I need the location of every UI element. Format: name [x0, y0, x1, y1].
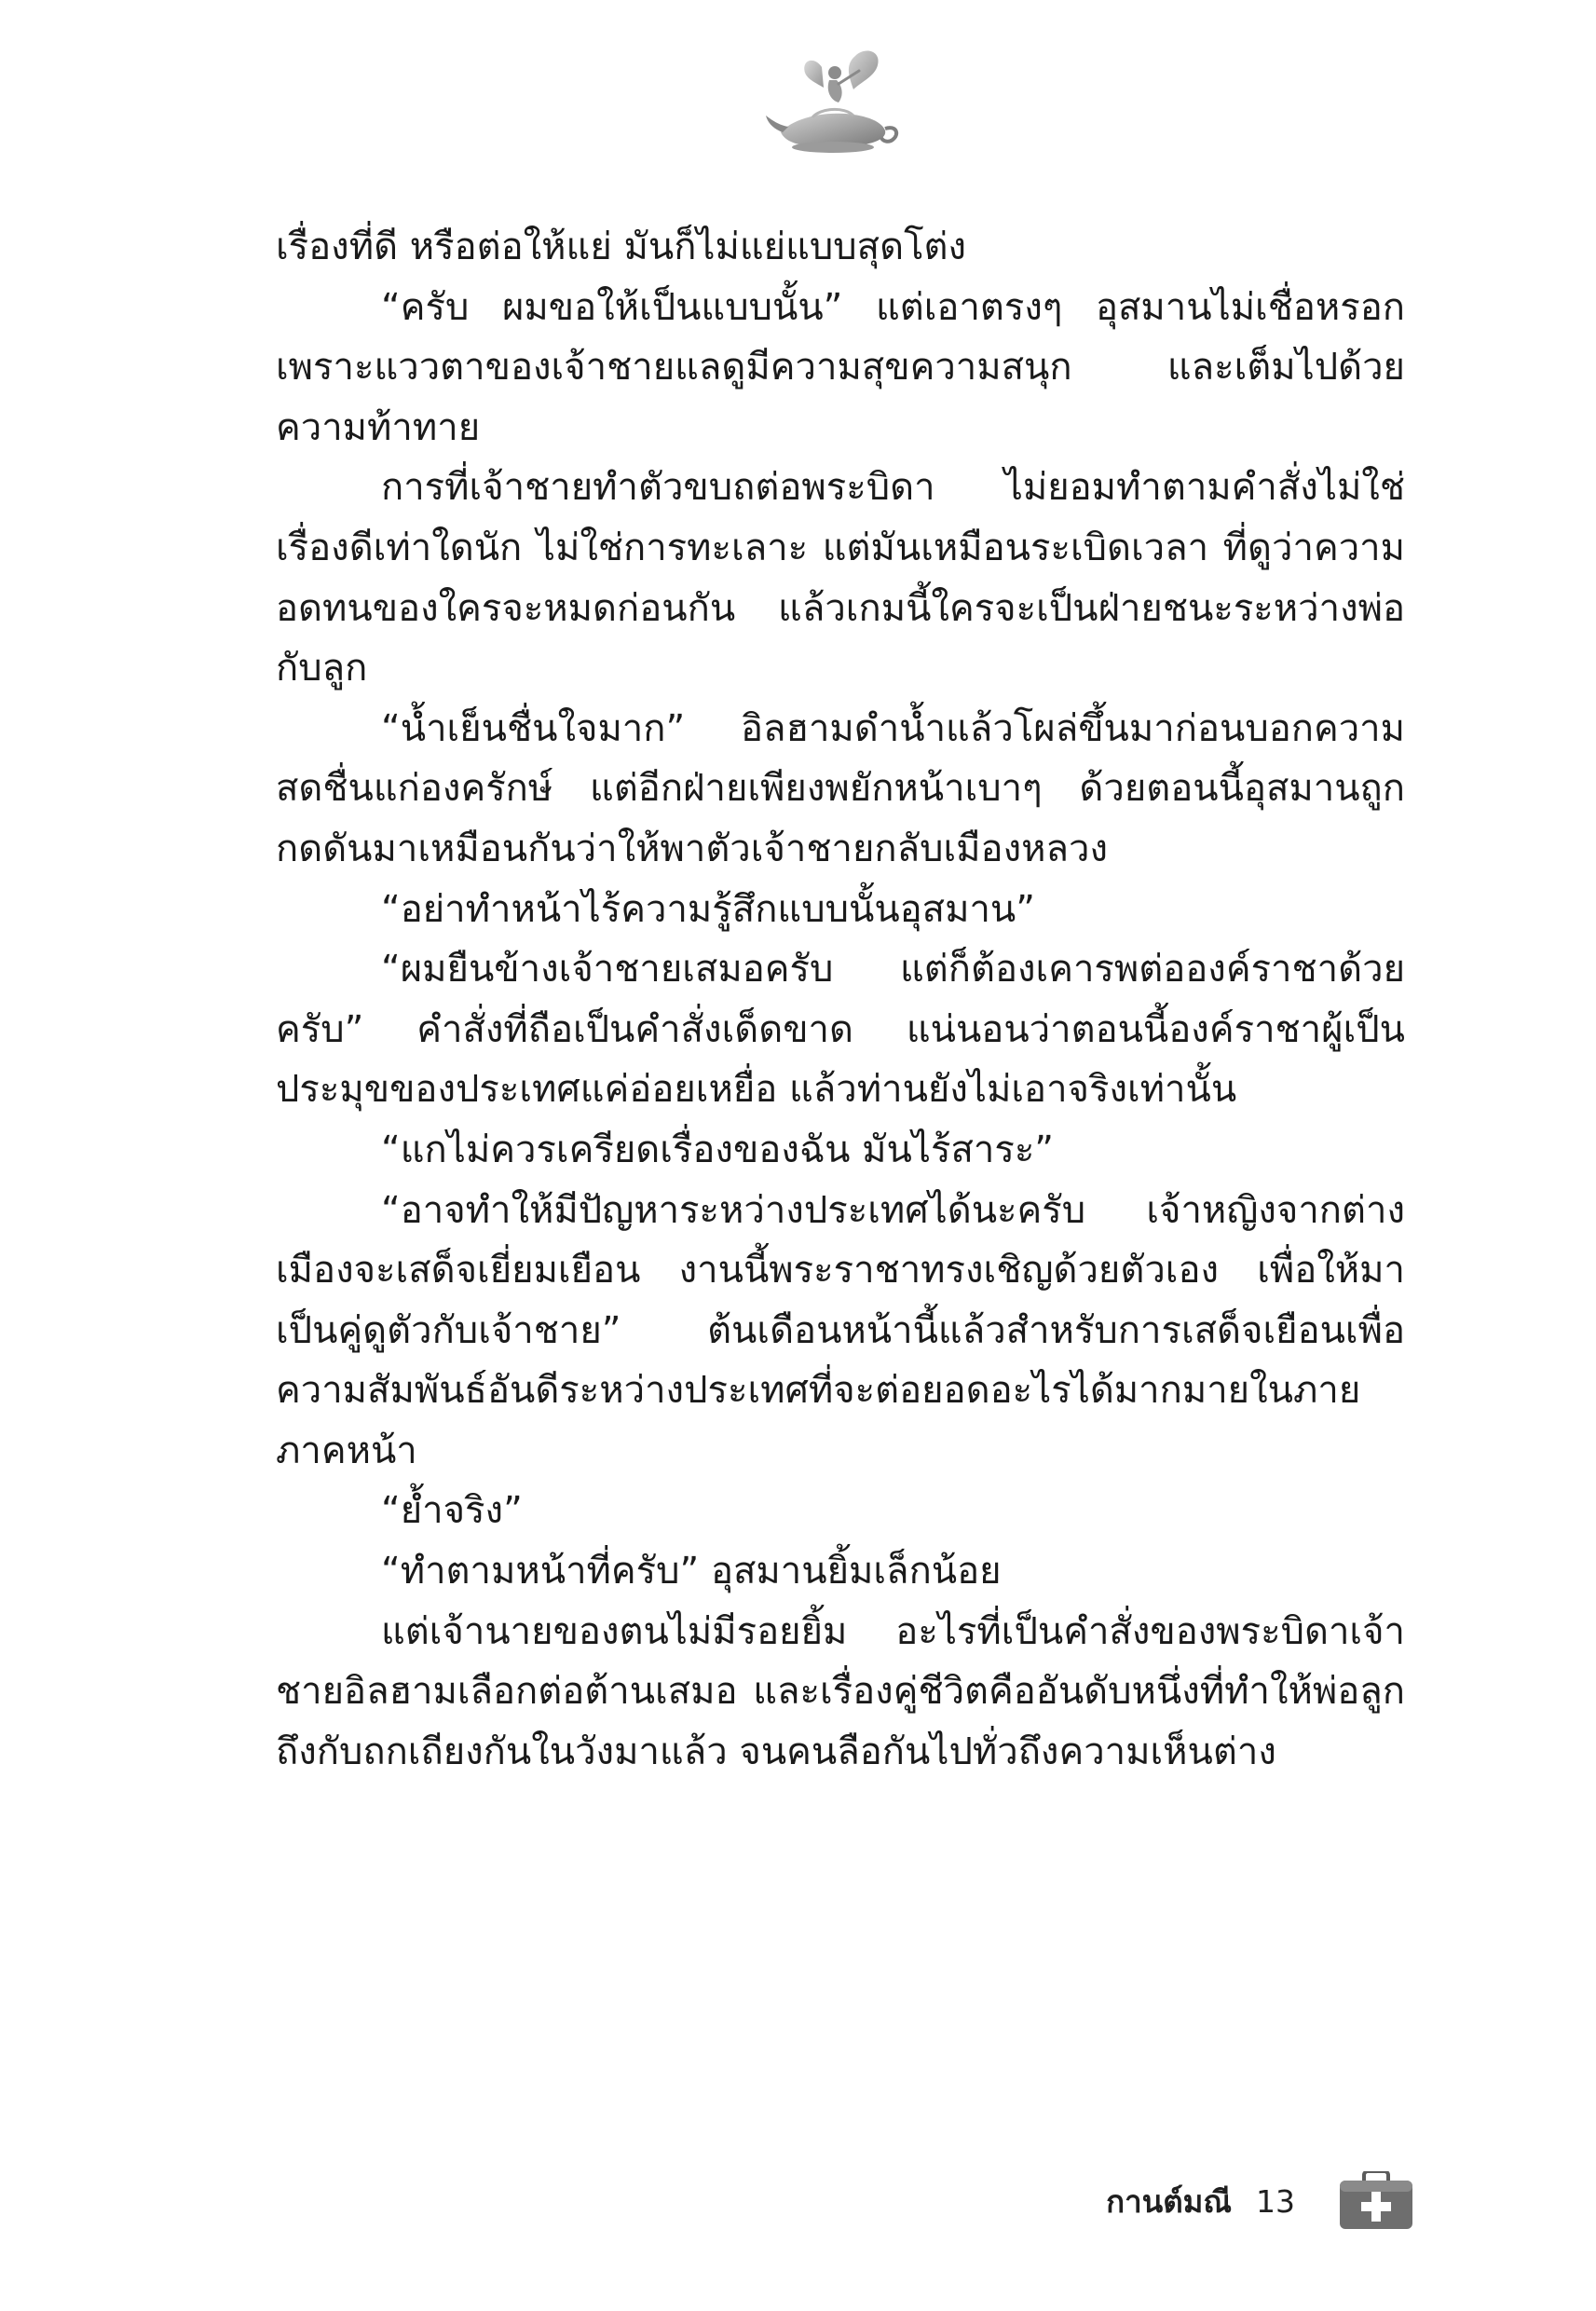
paragraph: “น้ำเย็นชื่นใจมาก” อิลฮามดำน้ำแล้วโผล่ขึ้นมาก่อนบอกความสดชื่นแก่องครักษ์ แต่อีกฝ่ายเพียงพยักหน้าเบาๆ ด้วยตอนนี้อุสมานถูกกดดันมาเหมือนกันว่าให้พาตัวเจ้าชายกลับเมืองหลวง: [276, 706, 1405, 870]
page-footer: [1106, 2171, 1414, 2231]
paragraph: เรื่องที่ดี หรือต่อให้แย่ มันก็ไม่แย่แบบสุดโต่ง: [276, 226, 967, 268]
paragraph: “ย้ำจริง”: [381, 1489, 523, 1533]
paragraph: แต่เจ้านายของตนไม่มีรอยยิ้ม อะไรที่เป็นคำสั่งของพระบิดาเจ้าชายอิลฮามเลือกต่อต้านเสมอ และเรื่องคู่ชีวิตคืออันดับหนึ่งที่ทำให้พ่อลูกถึงกับถกเถียงกันในวังมาแล้ว จนคนลือกันไปทั่วถึงความเห็นต่าง: [276, 1609, 1405, 1773]
fairy-teapot-ornament-icon: [764, 47, 904, 158]
page-number: 13: [1256, 2182, 1295, 2220]
book-title: กานต์มณี: [1106, 2182, 1232, 2220]
paragraph: การที่เจ้าชายทำตัวขบถต่อพระบิดา ไม่ยอมทำตามคำสั่งไม่ใช่เรื่องดีเท่าใดนัก ไม่ใช่การทะเลาะ แต่มันเหมือนระเบิดเวลา ที่ดูว่าความอดทนของใครจะหมดก่อนกัน แล้วเกมนี้ใครจะเป็นฝ่ายชนะระหว่างพ่อกับลูก: [276, 466, 1405, 691]
paragraph: “แกไม่ควรเครียดเรื่องของฉัน มันไร้สาระ”: [381, 1128, 1055, 1171]
paragraph: “ทำตามหน้าที่ครับ” อุสมานยิ้มเล็กน้อย: [381, 1550, 1002, 1593]
paragraph: “อย่าทำหน้าไร้ความรู้สึกแบบนั้นอุสมาน”: [381, 887, 1035, 931]
first-aid-kit-icon: [1338, 2171, 1414, 2231]
paragraph: “อาจทำให้มีปัญหาระหว่างประเทศได้นะครับ เจ้าหญิงจากต่างเมืองจะเสด็จเยี่ยมเยือน งานนี้พระราชาทรงเชิญด้วยตัวเอง เพื่อให้มาเป็นคู่ดูตัวกับเจ้าชาย” ต้นเดือนหน้านี้แล้วสำหรับการเสด็จเยือนเพื่อความสัมพันธ์อันดีระหว่างประเทศที่จะต่อยอดอะไรได้มากมายในภายภาคหน้า: [276, 1188, 1405, 1472]
paragraph: “ครับ ผมขอให้เป็นแบบนั้น” แต่เอาตรงๆ อุสมานไม่เชื่อหรอก เพราะแววตาของเจ้าชายแลดูมีความสุขความสนุก และเต็มไปด้วยความท้าทาย: [276, 285, 1405, 449]
paragraph: “ผมยืนข้างเจ้าชายเสมอครับ แต่ก็ต้องเคารพต่อองค์ราชาด้วยครับ” คำสั่งที่ถือเป็นคำสั่งเด็ดขาด แน่นอนว่าตอนนี้องค์ราชาผู้เป็นประมุขของประเทศแค่อ่อยเหยื่อ แล้วท่านยังไม่เอาจริงเท่านั้น: [276, 948, 1405, 1112]
body-text: [276, 217, 1405, 1782]
